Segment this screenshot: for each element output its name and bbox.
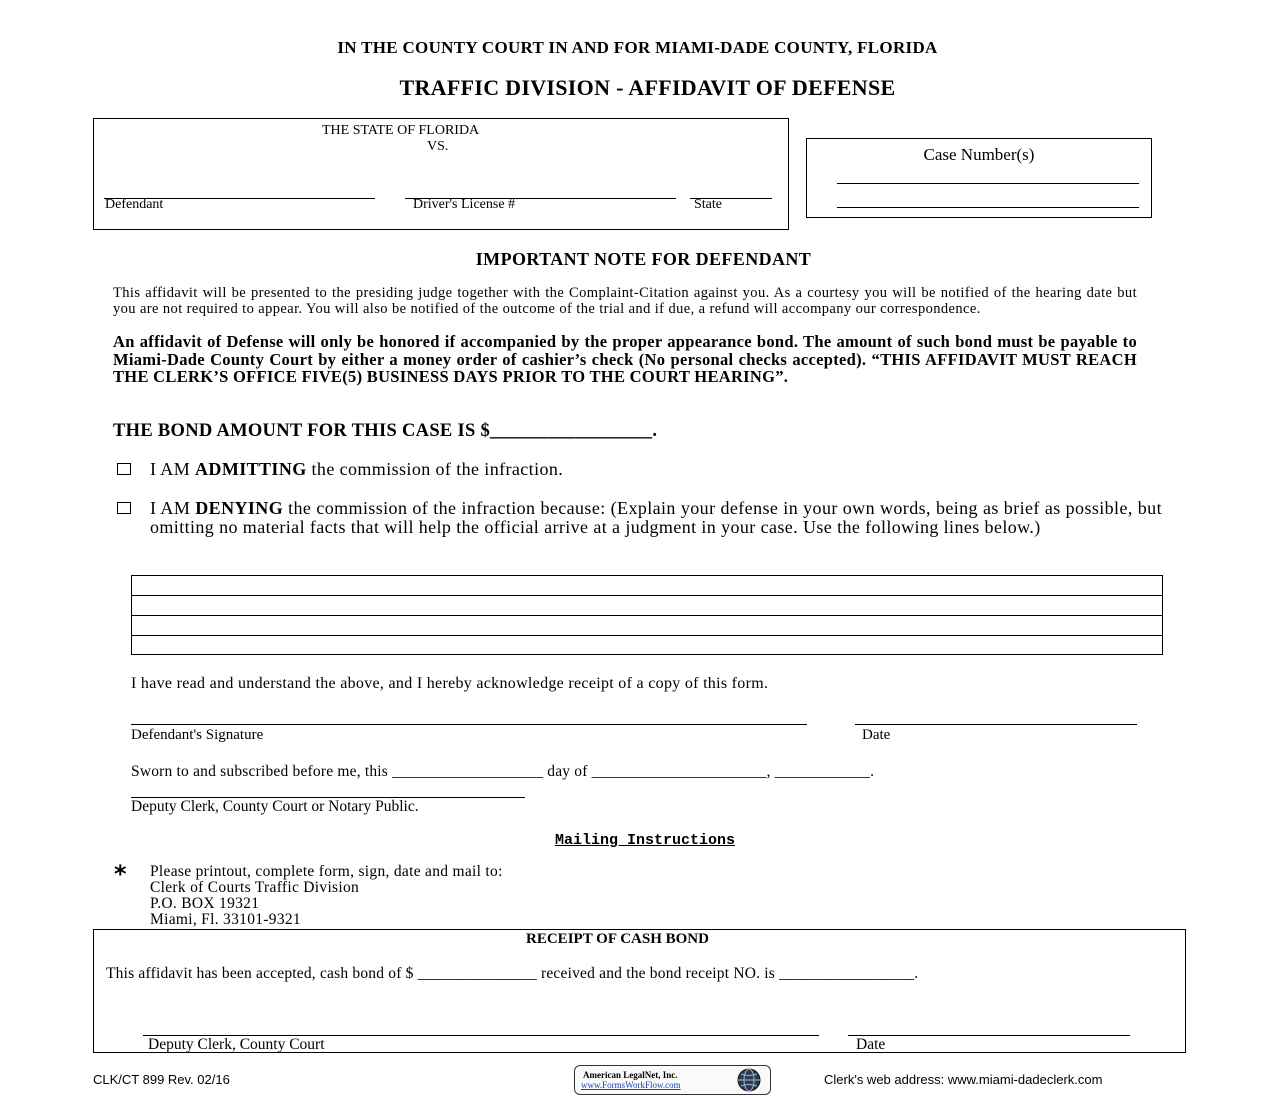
case-number-box [806, 138, 1152, 218]
logo-company-name: American LegalNet, Inc. [583, 1070, 678, 1080]
case-caption-box [93, 118, 789, 230]
mailing-line-3: P.O. BOX 19321 [150, 895, 260, 912]
receipt-statement: This affidavit has been accepted, cash bond of $ _______________ received and the bond receipt NO. is _________________. [106, 965, 919, 982]
mailing-line-4: Miami, Fl. 33101-9321 [150, 911, 301, 928]
defendant-date-label: Date [862, 727, 891, 743]
defendant-date-line[interactable] [855, 724, 1137, 725]
acknowledgement-text: I have read and understand the above, and I hereby acknowledge receipt of a copy of this form. [131, 675, 769, 692]
mailing-line-1: Please printout, complete form, sign, date and mail to: [150, 863, 503, 880]
case-number-label: Case Number(s) [923, 145, 1035, 164]
case-number-line-1[interactable] [837, 183, 1139, 184]
defendant-label: Defendant [105, 197, 164, 212]
case-number-line-2[interactable] [837, 207, 1139, 208]
mailing-line-2: Clerk of Courts Traffic Division [150, 879, 360, 896]
admit-checkbox[interactable] [117, 463, 131, 475]
receipt-date-line[interactable] [848, 1035, 1130, 1036]
bond-requirement-paragraph: An affidavit of Defense will only be honored if accompanied by the proper appearance bond. The amount of such bond must be payable to Miami-Dade County Court by either a money order of cashier’s check (No personal checks accepted). “THIS AFFIDAVIT MUST REACH THE CLERK’S OFFICE FIVE(5) BUSINESS DAYS PRIOR TO THE COURT HEARING”. [113, 332, 1137, 386]
form-number: CLK/CT 899 Rev. 02/16 [93, 1072, 230, 1087]
admit-suffix: the commission of the infraction. [306, 459, 564, 479]
mailing-address [150, 864, 503, 928]
explanation-line-3[interactable] [132, 616, 1162, 636]
explanation-line-1[interactable] [132, 576, 1162, 596]
versus-label: VS. [427, 139, 449, 154]
globe-icon [735, 1067, 763, 1093]
admit-keyword: ADMITTING [195, 459, 307, 479]
sworn-statement: Sworn to and subscribed before me, this ___________________ day of ______________________, ____________. [131, 763, 875, 780]
receipt-box [93, 929, 1186, 1053]
drivers-license-label: Driver's License # [413, 197, 516, 212]
bullet-asterisk: * [114, 860, 127, 888]
deny-checkbox[interactable] [117, 502, 131, 514]
explanation-line-4[interactable] [132, 636, 1162, 656]
receipt-title: RECEIPT OF CASH BOND [526, 931, 709, 947]
mailing-instructions-title: Mailing Instructions [554, 832, 736, 849]
deny-suffix: the commission of the infraction because: (Explain your defense in your own words, being as brief as possible, but omitting no material facts that will help the official arrive at a judgment in your case. Use the following lines below.) [150, 498, 1162, 537]
defendant-signature-line[interactable] [131, 724, 807, 725]
form-title: TRAFFIC DIVISION - AFFIDAVIT OF DEFENSE [399, 75, 896, 100]
receipt-date-label: Date [856, 1036, 886, 1053]
important-note-title: IMPORTANT NOTE FOR DEFENDANT [475, 249, 812, 269]
defendant-signature-label: Defendant's Signature [131, 727, 264, 743]
state-label: State [694, 197, 722, 212]
court-heading: IN THE COUNTY COURT IN AND FOR MIAMI-DADE COUNTY, FLORIDA [337, 38, 938, 57]
receipt-clerk-label: Deputy Clerk, County Court [148, 1036, 325, 1053]
deny-prefix: I AM [150, 498, 196, 518]
logo-url[interactable]: www.FormsWorkFlow.com [581, 1080, 681, 1090]
state-of-florida: THE STATE OF FLORIDA [322, 123, 480, 138]
defense-explanation-box [131, 575, 1163, 655]
explanation-line-2[interactable] [132, 596, 1162, 616]
admit-prefix: I AM [150, 459, 196, 479]
clerk-web-address: Clerk's web address: www.miami-dadeclerk.com [824, 1072, 1103, 1087]
bond-amount-line: THE BOND AMOUNT FOR THIS CASE IS $_________________. [113, 421, 658, 441]
courtesy-paragraph: This affidavit will be presented to the presiding judge together with the Complaint-Citation against you. As a courtesy you will be notified of the hearing date but you are not required to appear. You will also be notified of the outcome of the trial and if due, a refund will accompany our correspondence. [113, 285, 1137, 317]
deny-keyword: DENYING [195, 498, 284, 518]
notary-label: Deputy Clerk, County Court or Notary Public. [131, 798, 419, 815]
admit-option [150, 459, 563, 480]
deny-option [150, 499, 1162, 537]
legalnet-logo[interactable] [574, 1065, 771, 1095]
